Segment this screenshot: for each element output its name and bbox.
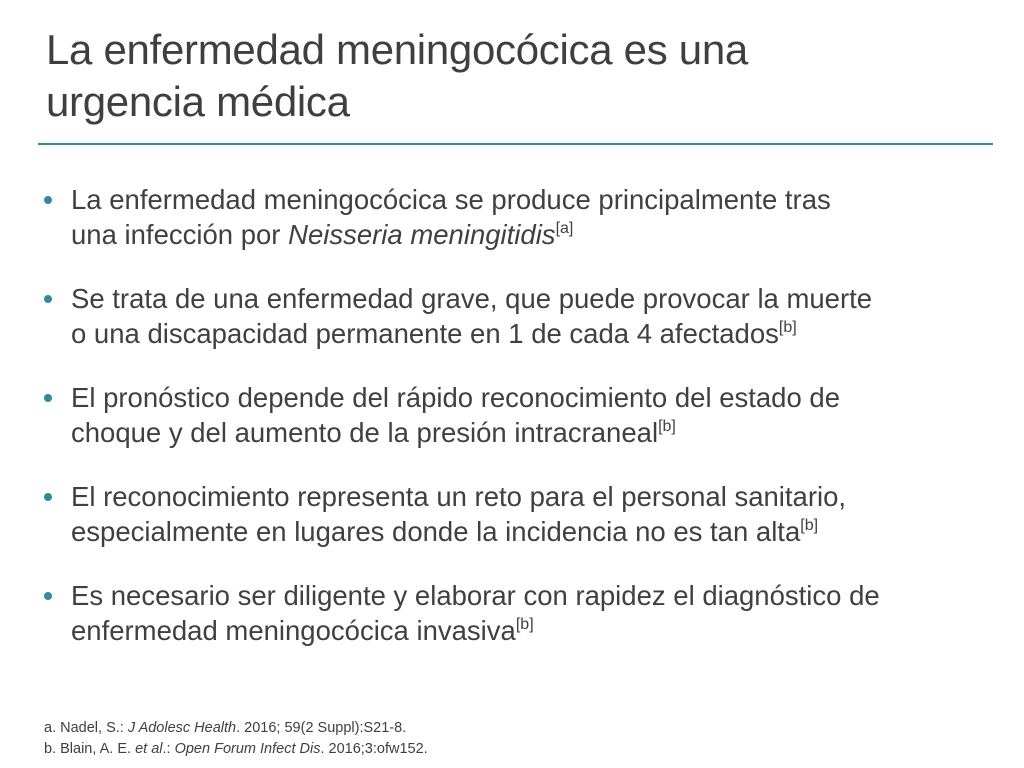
bullet-dot-icon [44, 394, 52, 402]
bullet-2-line-1: Se trata de una enfermedad grave, que puede provocar la muerte [71, 283, 873, 314]
reference-b-etal: et al [135, 741, 163, 757]
bullet-2-text: o una discapacidad permanente en 1 de cada 4 afectados [71, 318, 779, 349]
citation-marker: [b] [800, 517, 819, 534]
bullet-item-3 [44, 380, 994, 450]
bullet-1-italic-term: Neisseria meningitidis [288, 219, 556, 250]
reference-a-authors: a. Nadel, S.: [44, 720, 128, 736]
reference-a-details: . 2016; 59(2 Suppl):S21-8. [236, 720, 407, 736]
bullet-item-2 [44, 281, 994, 351]
reference-b-authors: b. Blain, A. E. [44, 741, 136, 757]
slide-title-line-2: urgencia médica [46, 78, 350, 125]
title-divider [38, 143, 993, 145]
bullet-item-5 [44, 578, 994, 648]
bullet-1-text: una infección por [71, 219, 289, 250]
references [44, 718, 428, 760]
reference-b-journal: Open Forum Infect Dis [174, 741, 321, 757]
bullet-4-line-2 [71, 514, 994, 549]
reference-b [44, 739, 428, 760]
citation-marker: [a] [555, 220, 574, 237]
bullet-5-line-2 [71, 613, 994, 648]
bullet-3-text: choque y del aumento de la presión intracraneal [71, 417, 659, 448]
bullet-3-line-1: El pronóstico depende del rápido reconocimiento del estado de [71, 382, 840, 413]
citation-marker: [b] [658, 418, 676, 435]
reference-b-details: . 2016;3:ofw152. [320, 741, 428, 757]
bullet-dot-icon [44, 196, 52, 204]
bullet-item-1 [44, 182, 994, 252]
bullet-1-line-2 [71, 217, 994, 252]
bullet-4-text: especialmente en lugares donde la incidencia no es tan alta [71, 516, 801, 547]
bullet-dot-icon [44, 493, 52, 501]
slide-title-line-1: La enfermedad meningocócica es una [46, 26, 748, 73]
reference-a [44, 718, 428, 739]
bullet-1-line-1: La enfermedad meningocócica se produce principalmente tras [71, 184, 831, 215]
bullet-dot-icon [44, 295, 52, 303]
bullet-4-line-1: El reconocimiento representa un reto para el personal sanitario, [71, 481, 847, 512]
bullet-5-text: enfermedad meningocócica invasiva [71, 615, 516, 646]
bullet-2-line-2 [71, 316, 994, 351]
reference-a-journal: J Adolesc Health [127, 720, 237, 736]
bullet-item-4 [44, 479, 994, 549]
bullet-list [44, 182, 994, 677]
citation-marker: [b] [778, 319, 797, 336]
bullet-5-line-1: Es necesario ser diligente y elaborar con rapidez el diagnóstico de [71, 580, 880, 611]
slide-title [46, 24, 976, 128]
reference-b-sep: .: [162, 741, 175, 757]
bullet-3-line-2 [71, 415, 994, 450]
citation-marker: [b] [515, 616, 534, 633]
bullet-dot-icon [44, 592, 52, 600]
